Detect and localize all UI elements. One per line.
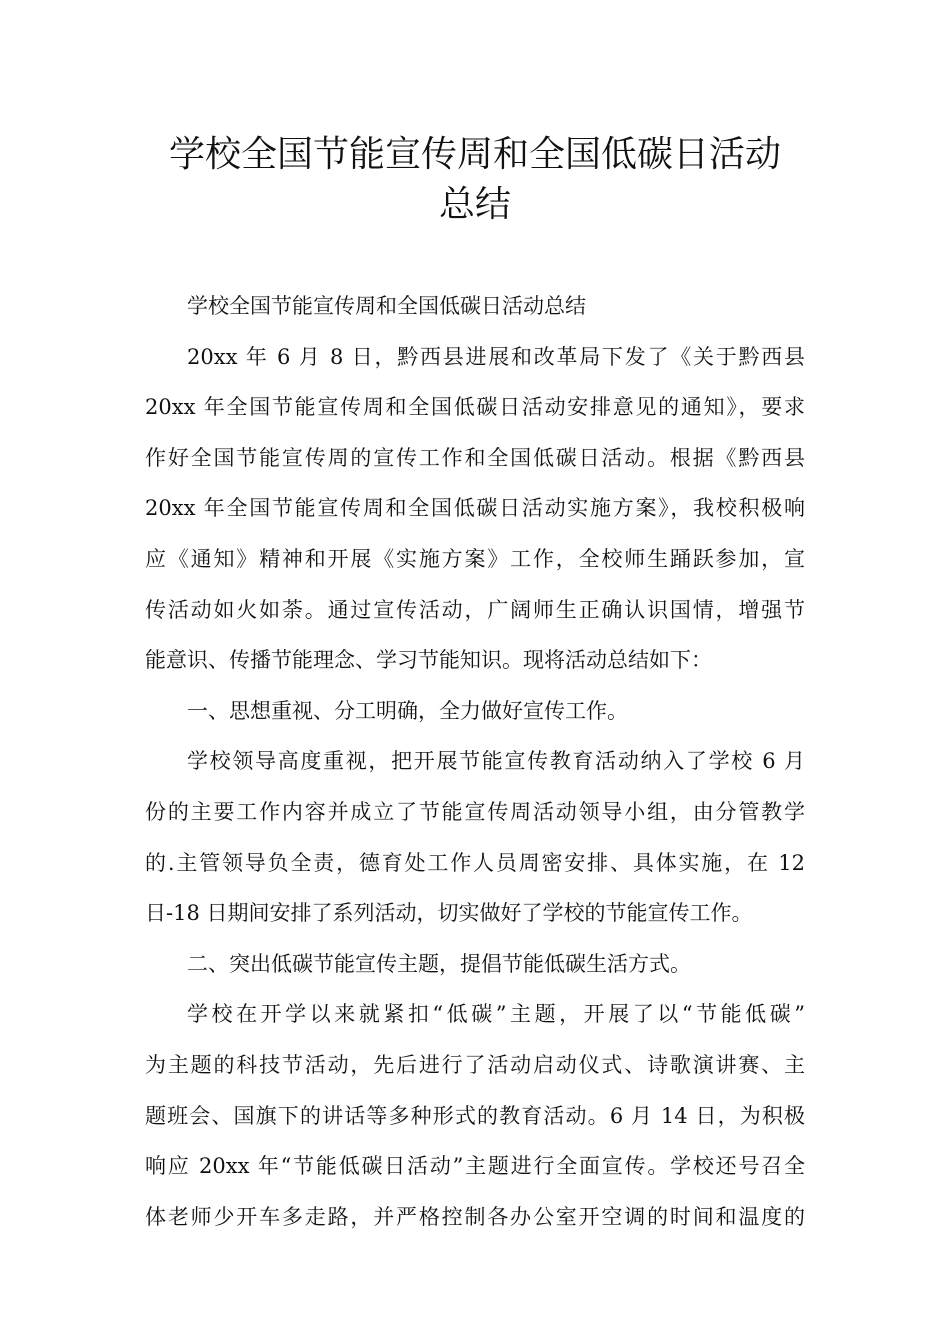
body-text-line: 学校在开学以来就紧扣“低碳”主题，开展了以“节能低碳” [187, 1002, 805, 1027]
body-text-line: 20xx 年 6 月 8 日，黔西县进展和改革局下发了《关于黔西县 [187, 344, 805, 369]
body-text-line: 能意识、传播节能理念、学习节能知识。现将活动总结如下： [145, 648, 712, 673]
body-text-line: 20xx 年全国节能宣传周和全国低碳日活动实施方案》，我校积极响 [145, 496, 805, 521]
body-text-line: 二、突出低碳节能宣传主题，提倡节能低碳生活方式。 [187, 951, 691, 976]
document-title-line-1: 学校全国节能宣传周和全国低碳日活动 [168, 134, 781, 175]
body-text-line: 学校全国节能宣传周和全国低碳日活动总结 [187, 294, 586, 318]
body-text-line: 一、思想重视、分工明确，全力做好宣传工作。 [187, 698, 628, 723]
body-text-line: 作好全国节能宣传周的宣传工作和全国低碳日活动。根据《黔西县 [145, 445, 805, 470]
document-title-line-2: 总结 [438, 184, 511, 225]
body-text-line: 份的主要工作内容并成立了节能宣传周活动领导小组，由分管教学 [145, 799, 805, 824]
body-text-line: 题班会、国旗下的讲话等多种形式的教育活动。6 月 14 日，为积极 [145, 1103, 805, 1128]
body-text-line: 日-18 日期间安排了系列活动，切实做好了学校的节能宣传工作。 [145, 901, 753, 926]
body-text-line: 应《通知》精神和开展《实施方案》工作，全校师生踊跃参加，宣 [145, 546, 805, 571]
document-body [145, 281, 805, 1242]
body-text-line: 传活动如火如荼。通过宣传活动，广阔师生正确认识国情，增强节 [145, 597, 805, 622]
body-text-line: 体老师少开车多走路，并严格控制各办公室开空调的时间和温度的 [145, 1204, 805, 1229]
body-text-line: 20xx 年全国节能宣传周和全国低碳日活动安排意见的通知》，要求 [145, 395, 805, 420]
body-text-line: 学校领导高度重视，把开展节能宣传教育活动纳入了学校 6 月 [187, 749, 805, 774]
body-text-line: 为主题的科技节活动，先后进行了活动启动仪式、诗歌演讲赛、主 [145, 1052, 805, 1077]
body-text-line: 的.主管领导负全责，德育处工作人员周密安排、具体实施，在 12 [145, 850, 805, 875]
body-text-line: 响应 20xx 年“节能低碳日活动”主题进行全面宣传。学校还号召全 [145, 1154, 805, 1179]
